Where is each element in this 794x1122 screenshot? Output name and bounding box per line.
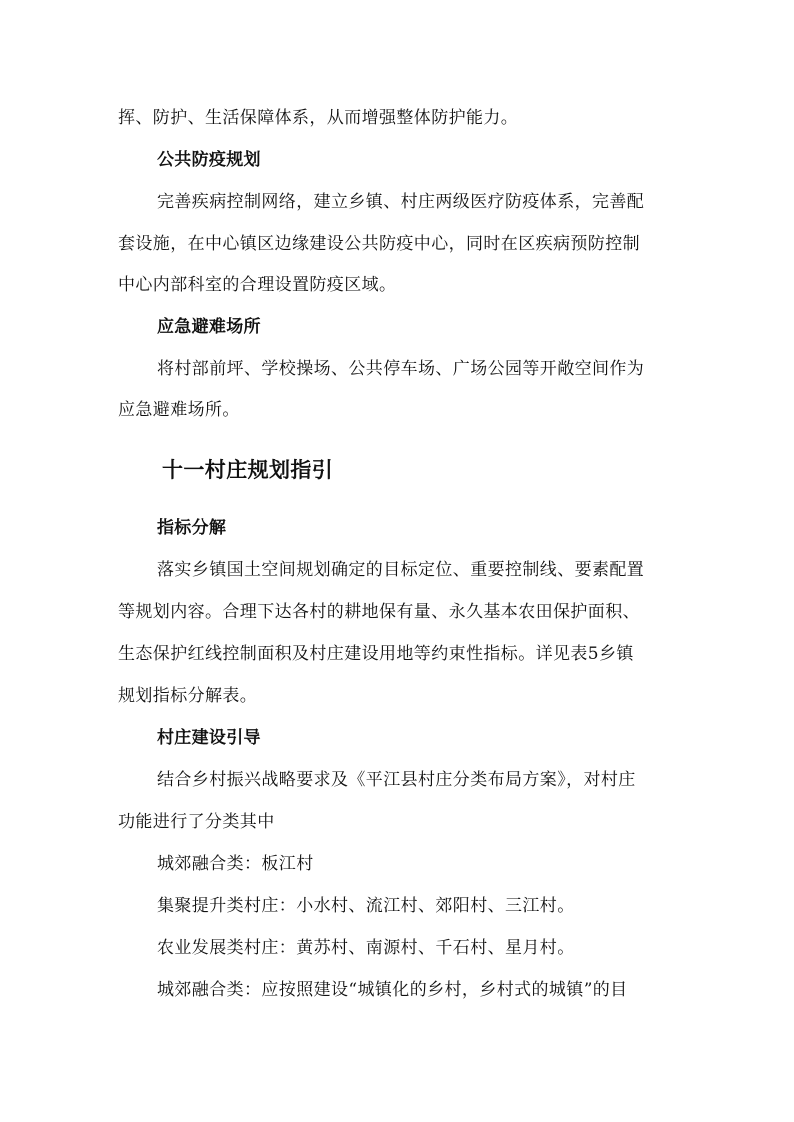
paragraph-line: 农业发展类村庄：黄苏村、南源村、千石村、星月村。 bbox=[157, 938, 575, 958]
paragraph-line: 生态保护红线控制面积及村庄建设用地等约束性指标。详见表5乡镇 bbox=[118, 644, 634, 664]
paragraph-line: 等规划内容。合理下达各村的耕地保有量、永久基本农田保护面积、 bbox=[118, 602, 640, 622]
paragraph-line: 城郊融合类：板江村 bbox=[157, 854, 314, 874]
section-heading-public-epidemic: 公共防疫规划 bbox=[157, 150, 261, 170]
section-heading-shelter: 应急避难场所 bbox=[157, 317, 261, 337]
paragraph-line: 套设施，在中心镇区边缘建设公共防疫中心，同时在区疾病预防控制 bbox=[118, 234, 640, 254]
chapter-title: 十一村庄规划指引 bbox=[162, 458, 334, 482]
paragraph-line: 应急避难场所。 bbox=[118, 400, 240, 420]
paragraph-line: 落实乡镇国土空间规划确定的目标定位、重要控制线、要素配置 bbox=[157, 560, 645, 580]
paragraph-line: 将村部前坪、学校操场、公共停车场、广场公园等开敞空间作为 bbox=[157, 359, 645, 379]
paragraph-line: 完善疾病控制网络，建立乡镇、村庄两级医疗防疫体系，完善配 bbox=[157, 192, 645, 212]
section-heading-indicators: 指标分解 bbox=[157, 518, 227, 538]
paragraph-line: 城郊融合类：应按照建设“城镇化的乡村，乡村式的城镇”的目 bbox=[157, 980, 628, 1000]
paragraph-line: 功能进行了分类其中 bbox=[118, 812, 275, 832]
paragraph-line: 中心内部科室的合理设置防疫区域。 bbox=[118, 275, 397, 295]
section-heading-village-guide: 村庄建设引导 bbox=[157, 728, 261, 748]
intro-line: 挥、防护、生活保障体系，从而增强整体防护能力。 bbox=[118, 108, 519, 128]
paragraph-line: 规划指标分解表。 bbox=[118, 686, 258, 706]
paragraph-line: 集聚提升类村庄：小水村、流江村、郊阳村、三江村。 bbox=[157, 896, 575, 916]
paragraph-line: 结合乡村振兴战略要求及《平江县村庄分类布局方案》，对村庄 bbox=[157, 770, 636, 790]
